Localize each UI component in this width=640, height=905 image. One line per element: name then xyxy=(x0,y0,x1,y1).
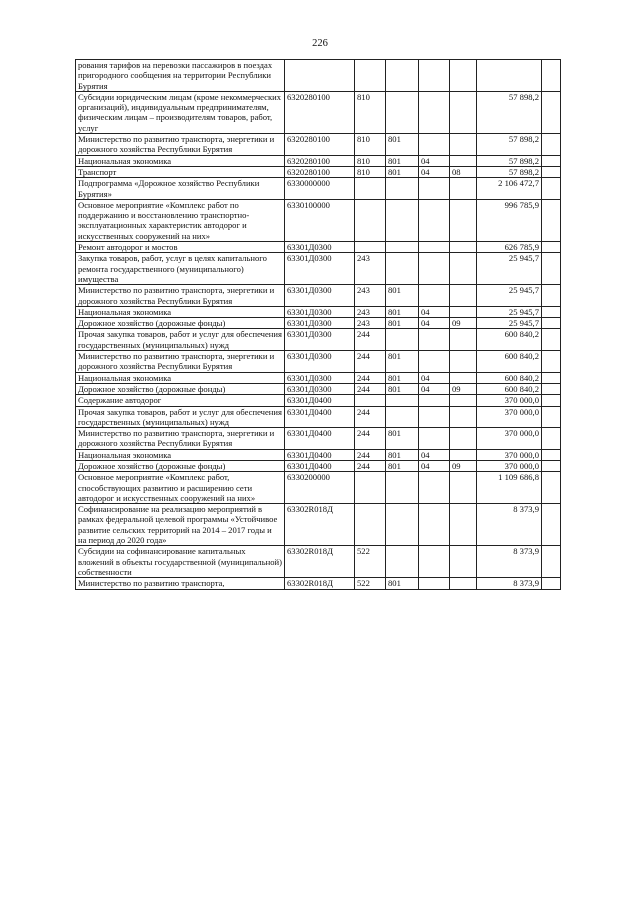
row-subsection xyxy=(450,449,477,460)
row-grbs-code xyxy=(386,329,419,351)
table-row xyxy=(76,91,561,133)
row-section xyxy=(419,329,450,351)
row-empty-cell xyxy=(542,449,561,460)
row-grbs-code: 801 xyxy=(386,372,419,383)
row-grbs-code xyxy=(386,242,419,253)
row-grbs-code: 801 xyxy=(386,578,419,589)
row-name: Национальная экономика xyxy=(76,449,285,460)
row-csr-code: 63301Д0300 xyxy=(285,306,355,317)
row-csr-code: 63301Д0300 xyxy=(285,329,355,351)
row-grbs-code: 801 xyxy=(386,383,419,394)
table-row xyxy=(76,578,561,589)
row-subsection xyxy=(450,428,477,450)
row-csr-code: 63302R018Д xyxy=(285,578,355,589)
row-name: Дорожное хозяйство (дорожные фонды) xyxy=(76,318,285,329)
row-sum: 57 898,2 xyxy=(477,134,542,156)
row-sum: 600 840,2 xyxy=(477,383,542,394)
table-row xyxy=(76,285,561,307)
row-vr-code: 810 xyxy=(355,155,386,166)
table-row xyxy=(76,546,561,578)
row-empty-cell xyxy=(542,578,561,589)
row-subsection: 09 xyxy=(450,460,477,471)
row-subsection xyxy=(450,578,477,589)
row-subsection xyxy=(450,306,477,317)
row-empty-cell xyxy=(542,472,561,504)
row-subsection xyxy=(450,178,477,200)
row-vr-code: 244 xyxy=(355,372,386,383)
row-subsection xyxy=(450,242,477,253)
row-section xyxy=(419,351,450,373)
row-vr-code: 244 xyxy=(355,329,386,351)
table-row xyxy=(76,253,561,285)
row-sum: 370 000,0 xyxy=(477,395,542,406)
row-vr-code: 810 xyxy=(355,166,386,177)
row-csr-code: 63302R018Д xyxy=(285,504,355,546)
row-grbs-code: 801 xyxy=(386,306,419,317)
row-name: рования тарифов на перевозки пассажиров в поездах пригородного сообщения на территории Республики Бурятия xyxy=(76,60,285,92)
row-empty-cell xyxy=(542,253,561,285)
row-grbs-code xyxy=(386,178,419,200)
row-empty-cell xyxy=(542,372,561,383)
table-row xyxy=(76,460,561,471)
row-vr-code xyxy=(355,178,386,200)
table-row xyxy=(76,504,561,546)
row-subsection xyxy=(450,199,477,241)
row-grbs-code xyxy=(386,60,419,92)
row-section xyxy=(419,428,450,450)
row-subsection xyxy=(450,372,477,383)
row-grbs-code: 801 xyxy=(386,155,419,166)
row-csr-code: 63301Д0400 xyxy=(285,395,355,406)
row-name: Национальная экономика xyxy=(76,372,285,383)
row-grbs-code: 801 xyxy=(386,134,419,156)
row-section xyxy=(419,199,450,241)
row-csr-code: 63301Д0300 xyxy=(285,351,355,373)
row-empty-cell xyxy=(542,318,561,329)
row-name: Субсидии юридическим лицам (кроме некоммерческих организаций), индивидуальным предпринимателям, физическим лицам – производителям товаров, работ, услуг xyxy=(76,91,285,133)
row-empty-cell xyxy=(542,60,561,92)
table-row xyxy=(76,242,561,253)
row-grbs-code xyxy=(386,91,419,133)
row-subsection xyxy=(450,285,477,307)
row-subsection xyxy=(450,351,477,373)
row-sum: 370 000,0 xyxy=(477,428,542,450)
row-csr-code: 63301Д0400 xyxy=(285,406,355,428)
row-grbs-code xyxy=(386,472,419,504)
row-vr-code: 244 xyxy=(355,351,386,373)
row-empty-cell xyxy=(542,166,561,177)
row-subsection: 08 xyxy=(450,166,477,177)
row-csr-code xyxy=(285,60,355,92)
row-subsection xyxy=(450,329,477,351)
row-empty-cell xyxy=(542,329,561,351)
row-name: Дорожное хозяйство (дорожные фонды) xyxy=(76,460,285,471)
row-csr-code: 6320280100 xyxy=(285,91,355,133)
row-sum: 370 000,0 xyxy=(477,406,542,428)
row-vr-code xyxy=(355,242,386,253)
row-csr-code: 63301Д0300 xyxy=(285,242,355,253)
row-vr-code: 244 xyxy=(355,449,386,460)
table-row xyxy=(76,306,561,317)
table-row xyxy=(76,178,561,200)
table-row xyxy=(76,166,561,177)
row-vr-code xyxy=(355,395,386,406)
row-sum: 370 000,0 xyxy=(477,449,542,460)
row-subsection xyxy=(450,91,477,133)
row-section xyxy=(419,395,450,406)
row-csr-code: 63301Д0400 xyxy=(285,428,355,450)
row-section: 04 xyxy=(419,460,450,471)
row-subsection xyxy=(450,155,477,166)
row-section: 04 xyxy=(419,155,450,166)
row-csr-code: 6320280100 xyxy=(285,166,355,177)
row-name: Прочая закупка товаров, работ и услуг для обеспечения государственных (муниципальных) нужд xyxy=(76,406,285,428)
row-name: Национальная экономика xyxy=(76,155,285,166)
row-empty-cell xyxy=(542,134,561,156)
row-grbs-code: 801 xyxy=(386,460,419,471)
row-empty-cell xyxy=(542,242,561,253)
row-csr-code: 63301Д0400 xyxy=(285,460,355,471)
row-section xyxy=(419,472,450,504)
row-vr-code: 522 xyxy=(355,546,386,578)
row-name: Транспорт xyxy=(76,166,285,177)
row-empty-cell xyxy=(542,428,561,450)
row-name: Подпрограмма «Дорожное хозяйство Республики Бурятия» xyxy=(76,178,285,200)
row-sum: 600 840,2 xyxy=(477,351,542,373)
row-subsection xyxy=(450,395,477,406)
row-empty-cell xyxy=(542,460,561,471)
row-section xyxy=(419,91,450,133)
row-section xyxy=(419,60,450,92)
row-section xyxy=(419,504,450,546)
row-name: Основное мероприятие «Комплекс работ, способствующих развитию и расширению сети автодорог и искусственных сооружений на них» xyxy=(76,472,285,504)
row-grbs-code xyxy=(386,546,419,578)
row-section xyxy=(419,406,450,428)
table-row xyxy=(76,383,561,394)
row-csr-code: 63301Д0300 xyxy=(285,285,355,307)
row-sum: 25 945,7 xyxy=(477,306,542,317)
row-empty-cell xyxy=(542,91,561,133)
row-name: Министерство по развитию транспорта, xyxy=(76,578,285,589)
table-row xyxy=(76,318,561,329)
row-sum: 600 840,2 xyxy=(477,329,542,351)
row-sum: 370 000,0 xyxy=(477,460,542,471)
row-grbs-code: 801 xyxy=(386,351,419,373)
table-row xyxy=(76,406,561,428)
table-row xyxy=(76,134,561,156)
row-section xyxy=(419,578,450,589)
table-row xyxy=(76,351,561,373)
row-sum: 25 945,7 xyxy=(477,318,542,329)
row-sum: 626 785,9 xyxy=(477,242,542,253)
row-grbs-code: 801 xyxy=(386,285,419,307)
row-empty-cell xyxy=(542,504,561,546)
row-grbs-code: 801 xyxy=(386,449,419,460)
row-section: 04 xyxy=(419,306,450,317)
row-subsection xyxy=(450,134,477,156)
row-grbs-code: 801 xyxy=(386,166,419,177)
row-subsection xyxy=(450,546,477,578)
table-row xyxy=(76,395,561,406)
row-name: Субсидии на софинансирование капитальных вложений в объекты государственной (муниципальной) собственности xyxy=(76,546,285,578)
row-section xyxy=(419,285,450,307)
row-subsection xyxy=(450,253,477,285)
table-row xyxy=(76,449,561,460)
row-vr-code: 810 xyxy=(355,134,386,156)
table-row xyxy=(76,372,561,383)
row-csr-code: 6320280100 xyxy=(285,134,355,156)
row-name: Министерство по развитию транспорта, энергетики и дорожного хозяйства Республики Бурятия xyxy=(76,285,285,307)
row-grbs-code xyxy=(386,395,419,406)
row-section xyxy=(419,253,450,285)
row-csr-code: 63302R018Д xyxy=(285,546,355,578)
row-section: 04 xyxy=(419,449,450,460)
row-sum: 25 945,7 xyxy=(477,253,542,285)
row-subsection xyxy=(450,504,477,546)
row-section: 04 xyxy=(419,383,450,394)
row-name: Национальная экономика xyxy=(76,306,285,317)
row-vr-code: 243 xyxy=(355,285,386,307)
table-row xyxy=(76,155,561,166)
row-sum: 1 109 686,8 xyxy=(477,472,542,504)
row-name: Софинансирование на реализацию мероприятий в рамках федеральной целевой программы «Устойчивое развитие сельских территорий на 2014 – 2017 годы и на период до 2020 года» xyxy=(76,504,285,546)
row-vr-code: 243 xyxy=(355,253,386,285)
row-name: Прочая закупка товаров, работ и услуг для обеспечения государственных (муниципальных) нужд xyxy=(76,329,285,351)
row-empty-cell xyxy=(542,395,561,406)
row-grbs-code: 801 xyxy=(386,428,419,450)
row-section: 04 xyxy=(419,318,450,329)
row-vr-code xyxy=(355,60,386,92)
row-csr-code: 6320280100 xyxy=(285,155,355,166)
row-empty-cell xyxy=(542,351,561,373)
row-vr-code: 810 xyxy=(355,91,386,133)
row-empty-cell xyxy=(542,285,561,307)
row-sum: 8 373,9 xyxy=(477,578,542,589)
row-section xyxy=(419,178,450,200)
row-vr-code: 244 xyxy=(355,460,386,471)
row-name: Содержание автодорог xyxy=(76,395,285,406)
budget-table xyxy=(75,59,561,590)
row-grbs-code xyxy=(386,504,419,546)
row-vr-code: 522 xyxy=(355,578,386,589)
row-subsection: 09 xyxy=(450,318,477,329)
row-name: Дорожное хозяйство (дорожные фонды) xyxy=(76,383,285,394)
row-name: Закупка товаров, работ, услуг в целях капитального ремонта государственного (муниципального) имущества xyxy=(76,253,285,285)
row-sum: 8 373,9 xyxy=(477,546,542,578)
row-sum: 57 898,2 xyxy=(477,155,542,166)
row-section: 04 xyxy=(419,372,450,383)
row-subsection xyxy=(450,472,477,504)
row-sum: 996 785,9 xyxy=(477,199,542,241)
row-csr-code: 63301Д0300 xyxy=(285,318,355,329)
row-csr-code: 63301Д0300 xyxy=(285,372,355,383)
row-name: Министерство по развитию транспорта, энергетики и дорожного хозяйства Республики Бурятия xyxy=(76,351,285,373)
row-subsection: 09 xyxy=(450,383,477,394)
row-sum: 25 945,7 xyxy=(477,285,542,307)
row-vr-code xyxy=(355,199,386,241)
table-row xyxy=(76,199,561,241)
row-empty-cell xyxy=(542,155,561,166)
row-sum: 2 106 472,7 xyxy=(477,178,542,200)
row-subsection xyxy=(450,406,477,428)
row-csr-code: 6330000000 xyxy=(285,178,355,200)
row-section: 04 xyxy=(419,166,450,177)
row-name: Основное мероприятие «Комплекс работ по поддержанию и восстановлению транспортно-эксплуатационных характеристик автодорог и искусственных сооружений на них» xyxy=(76,199,285,241)
row-grbs-code xyxy=(386,199,419,241)
row-section xyxy=(419,242,450,253)
row-sum xyxy=(477,60,542,92)
row-vr-code xyxy=(355,504,386,546)
row-grbs-code xyxy=(386,253,419,285)
row-vr-code: 243 xyxy=(355,306,386,317)
row-csr-code: 63301Д0300 xyxy=(285,383,355,394)
row-empty-cell xyxy=(542,406,561,428)
row-section xyxy=(419,134,450,156)
row-subsection xyxy=(450,60,477,92)
row-empty-cell xyxy=(542,306,561,317)
row-csr-code: 63301Д0400 xyxy=(285,449,355,460)
row-sum: 600 840,2 xyxy=(477,372,542,383)
row-vr-code: 244 xyxy=(355,428,386,450)
row-empty-cell xyxy=(542,383,561,394)
page-number: 226 xyxy=(312,38,328,49)
row-name: Ремонт автодорог и мостов xyxy=(76,242,285,253)
row-grbs-code xyxy=(386,406,419,428)
row-sum: 57 898,2 xyxy=(477,166,542,177)
row-vr-code: 243 xyxy=(355,318,386,329)
table-row xyxy=(76,472,561,504)
row-csr-code: 6330100000 xyxy=(285,199,355,241)
row-grbs-code: 801 xyxy=(386,318,419,329)
row-csr-code: 63301Д0300 xyxy=(285,253,355,285)
row-vr-code: 244 xyxy=(355,406,386,428)
row-vr-code: 244 xyxy=(355,383,386,394)
row-empty-cell xyxy=(542,546,561,578)
row-empty-cell xyxy=(542,199,561,241)
table-row xyxy=(76,329,561,351)
row-csr-code: 6330200000 xyxy=(285,472,355,504)
row-vr-code xyxy=(355,472,386,504)
table-row xyxy=(76,60,561,92)
row-name: Министерство по развитию транспорта, энергетики и дорожного хозяйства Республики Бурятия xyxy=(76,428,285,450)
row-name: Министерство по развитию транспорта, энергетики и дорожного хозяйства Республики Бурятия xyxy=(76,134,285,156)
row-sum: 57 898,2 xyxy=(477,91,542,133)
row-empty-cell xyxy=(542,178,561,200)
table-row xyxy=(76,428,561,450)
row-section xyxy=(419,546,450,578)
row-sum: 8 373,9 xyxy=(477,504,542,546)
